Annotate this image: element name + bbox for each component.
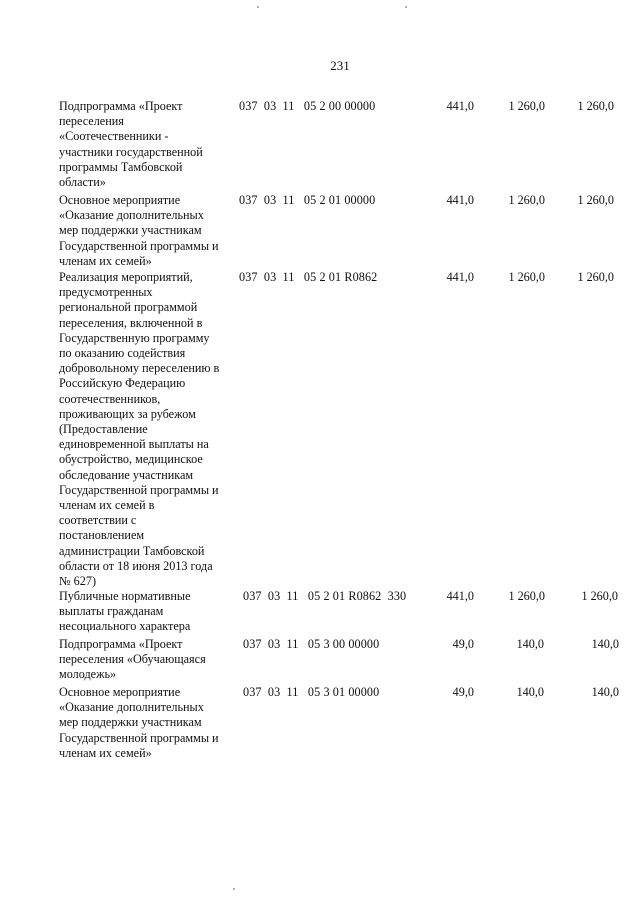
row-code: 037 03 11 05 2 01 R0862 [239, 270, 378, 284]
row-name: Подпрограмма «Проект переселения «Соотечественники - участники государственной программы Тамбовской области» [59, 99, 203, 190]
row-value-1: 441,0 [446, 99, 474, 113]
scan-mark-top-1 [257, 6, 259, 8]
row-value-2: 140,0 [516, 637, 544, 651]
scan-mark-top-2 [405, 6, 407, 8]
row-value-3: 1 260,0 [581, 589, 618, 603]
row-value-3: 1 260,0 [577, 193, 614, 207]
row-code: 037 03 11 05 3 00 00000 [243, 637, 380, 651]
row-name: Подпрограмма «Проект переселения «Обучающаяся молодежь» [59, 637, 206, 682]
page-number: 231 [330, 58, 350, 73]
row-code: 037 03 11 05 2 01 R0862 330 [243, 589, 407, 603]
row-value-3: 140,0 [591, 685, 619, 699]
row-value-1: 441,0 [446, 270, 474, 284]
row-code: 037 03 11 05 2 00 00000 [239, 99, 376, 113]
row-value-2: 1 260,0 [508, 193, 545, 207]
row-value-1: 441,0 [446, 193, 474, 207]
row-value-3: 1 260,0 [577, 270, 614, 284]
row-value-1: 49,0 [452, 637, 474, 651]
scan-mark-bottom [233, 888, 235, 890]
row-value-2: 1 260,0 [508, 270, 545, 284]
row-value-2: 1 260,0 [508, 589, 545, 603]
row-value-3: 140,0 [591, 637, 619, 651]
row-name: Основное мероприятие «Оказание дополнительных мер поддержки участникам Государственной программы и членам их семей» [59, 685, 219, 760]
row-name: Публичные нормативные выплаты гражданам несоциального характера [59, 589, 191, 634]
row-value-3: 1 260,0 [577, 99, 614, 113]
row-value-1: 441,0 [446, 589, 474, 603]
row-code: 037 03 11 05 3 01 00000 [243, 685, 380, 699]
row-name: Реализация мероприятий, предусмотренных региональной программой переселения, включенной в Государственную программу по оказанию содействия добровольному переселению в Российскую Федерацию соотечественников, проживающих за рубежом (Предоставление единовременной выплаты на обустройство, медицинское обследование участникам Государственной программы и членам их семей в соответствии с постановлением администрации Тамбовской области от 18 июня 2013 года № 627) [59, 270, 220, 589]
row-name: Основное мероприятие «Оказание дополнительных мер поддержки участникам Государственной программы и членам их семей» [59, 193, 219, 268]
row-value-2: 1 260,0 [508, 99, 545, 113]
row-code: 037 03 11 05 2 01 00000 [239, 193, 376, 207]
row-value-2: 140,0 [516, 685, 544, 699]
row-value-1: 49,0 [452, 685, 474, 699]
